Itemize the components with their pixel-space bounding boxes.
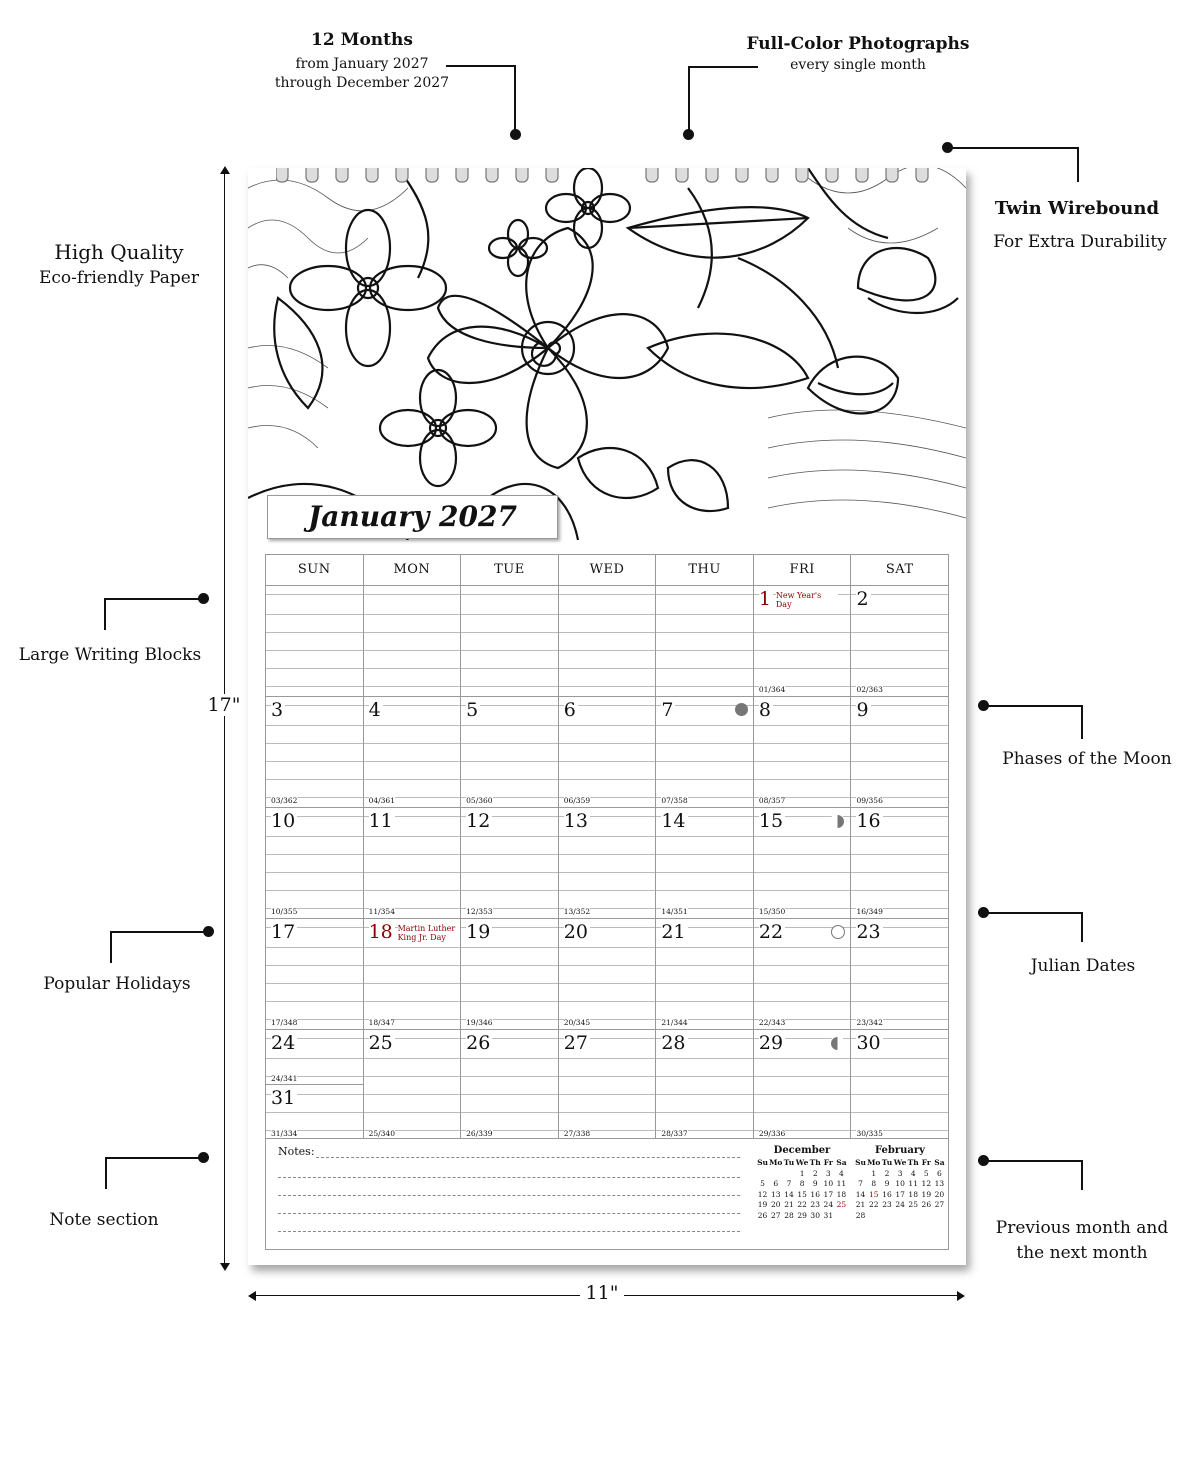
- mini-day: 26: [757, 1210, 768, 1220]
- mini-day: 26: [921, 1200, 932, 1209]
- month-title: January 2027: [308, 500, 517, 533]
- day-cell[interactable]: [461, 919, 559, 1029]
- julian-date: 08/357: [758, 796, 786, 805]
- day-cell[interactable]: [754, 697, 852, 807]
- mini-day: 27: [934, 1200, 945, 1209]
- mini-day: 29: [797, 1210, 807, 1220]
- empty-day-cell: [559, 586, 657, 696]
- mini-day: 22: [868, 1200, 879, 1209]
- holiday-label: Martin Luther King Jr. Day: [398, 924, 460, 942]
- day-cell[interactable]: [266, 1030, 364, 1140]
- mini-weekday-header: Tu: [783, 1158, 795, 1167]
- julian-date: 05/360: [466, 796, 493, 805]
- mini-day: 16: [882, 1189, 892, 1199]
- day-cell[interactable]: [851, 919, 948, 1029]
- day-number: 2: [856, 588, 869, 610]
- day-cell[interactable]: [461, 808, 559, 918]
- julian-date: 10/355: [271, 907, 298, 916]
- julian-date: 06/359: [563, 796, 591, 805]
- mini-day: 20: [770, 1200, 781, 1209]
- day-number: 23: [856, 921, 881, 943]
- empty-day-cell: [364, 586, 462, 696]
- day-number: 14: [661, 810, 686, 832]
- day-cell[interactable]: [656, 808, 754, 918]
- month-title-banner: [267, 495, 558, 539]
- day-number: 15: [758, 810, 784, 832]
- mini-day: 27: [770, 1210, 781, 1220]
- mini-day: [933, 1211, 946, 1222]
- mini-day: 7: [786, 1179, 792, 1188]
- day-cell[interactable]: [851, 1030, 948, 1140]
- mini-day: 12: [921, 1179, 932, 1188]
- day-cell[interactable]: [364, 697, 462, 807]
- mini-day: 21: [855, 1200, 866, 1209]
- julian-callout-title: Julian Dates: [1030, 956, 1136, 976]
- mini-day: 10: [895, 1179, 905, 1188]
- week-row: [266, 808, 948, 919]
- next-month-name: February: [874, 1145, 925, 1156]
- mini-day: 19: [921, 1189, 932, 1199]
- julian-date: 16/349: [856, 907, 883, 916]
- day-number: 22: [758, 921, 784, 943]
- day-cell[interactable]: [754, 919, 852, 1029]
- day-cell[interactable]: [461, 697, 559, 807]
- julian-date: 19/346: [466, 1018, 493, 1027]
- mini-day: 10: [823, 1179, 834, 1188]
- day-cell[interactable]: [851, 808, 948, 918]
- julian-date: 01/364: [758, 685, 786, 694]
- day-cell[interactable]: [754, 1030, 852, 1140]
- mini-day: 2: [884, 1168, 890, 1178]
- day-number: 27: [563, 1032, 588, 1054]
- prevnext-callout-line1: Previous month and: [995, 1218, 1169, 1238]
- mini-weekday-header: Su: [855, 1158, 866, 1167]
- floral-coloring-artwork: [248, 168, 966, 540]
- mini-weekday-header: Th: [809, 1158, 821, 1167]
- mini-weekday-header: Sa: [836, 1158, 847, 1167]
- mini-day: 17: [823, 1189, 834, 1199]
- paper-callout-title: High Quality: [54, 240, 184, 264]
- julian-date: 03/362: [271, 796, 298, 805]
- mini-weekday-header: Fr: [921, 1158, 931, 1167]
- day-cell[interactable]: [364, 919, 462, 1029]
- day-cell[interactable]: [364, 808, 462, 918]
- mini-day: 24: [895, 1200, 905, 1209]
- mini-day: 22: [797, 1200, 807, 1209]
- week-row: [266, 586, 948, 697]
- mini-weekday-header: We: [795, 1158, 809, 1167]
- paper-callout-line1: Eco-friendly Paper: [39, 268, 199, 288]
- mini-day: [782, 1169, 795, 1180]
- mini-day: 18: [908, 1189, 918, 1199]
- prev-month-name: December: [773, 1145, 831, 1156]
- mini-day: 5: [760, 1179, 765, 1188]
- mini-day: 6: [773, 1179, 779, 1188]
- mini-day: 8: [799, 1179, 805, 1188]
- day-cell[interactable]: [266, 697, 364, 807]
- mini-day: 12: [757, 1189, 768, 1199]
- day-cell[interactable]: [851, 697, 948, 807]
- julian-date: 22/343: [758, 1018, 786, 1027]
- mini-day: 1: [871, 1168, 877, 1178]
- week-row: [266, 697, 948, 808]
- julian-date: 30/335: [856, 1129, 883, 1138]
- mini-day: [920, 1211, 933, 1222]
- mini-weekday-header: Su: [757, 1158, 768, 1167]
- day-cell[interactable]: [461, 1030, 559, 1140]
- weekday-header: WED: [559, 555, 657, 585]
- moon-phase-first-quarter-icon: [830, 814, 845, 829]
- mini-weekday-header: Tu: [881, 1158, 893, 1167]
- day-number: 18: [368, 921, 393, 943]
- day-number: 25: [368, 1032, 393, 1054]
- julian-date: 25/340: [368, 1129, 395, 1138]
- julian-date: 13/352: [563, 907, 591, 916]
- height-dimension-line: [224, 168, 225, 1268]
- day-number: 21: [661, 921, 686, 943]
- months-callout-line2: through December 2027: [274, 75, 450, 91]
- day-number: 5: [466, 699, 479, 721]
- prevnext-callout-line2: the next month: [1016, 1243, 1148, 1263]
- mini-weekday-header: Sa: [934, 1158, 945, 1167]
- julian-date: 07/358: [661, 796, 688, 805]
- mini-day: 4: [839, 1168, 844, 1178]
- julian-date: 20/345: [563, 1018, 591, 1027]
- mini-day: 15: [868, 1189, 879, 1199]
- notes-label: Notes:: [278, 1145, 315, 1158]
- day-cell[interactable]: [754, 808, 852, 918]
- day-number: 29: [758, 1032, 784, 1054]
- julian-date: 15/350: [758, 907, 786, 916]
- calendar-page: [248, 168, 966, 1265]
- day-number: 31: [271, 1087, 296, 1109]
- mini-day: 8: [871, 1179, 877, 1188]
- photos-callout-line1: every single month: [790, 57, 926, 73]
- weekday-header: SUN: [266, 555, 364, 585]
- mini-day: 11: [836, 1179, 847, 1188]
- mini-weekday-header: Th: [907, 1158, 919, 1167]
- day-number: 1: [758, 588, 771, 610]
- wirebound-callout-line1: For Extra Durability: [993, 232, 1167, 252]
- day-cell[interactable]: [559, 1030, 657, 1140]
- day-cell[interactable]: [656, 919, 754, 1029]
- height-dimension-label: 17": [202, 694, 246, 716]
- wirebound-callout-title: Twin Wirebound: [994, 198, 1160, 219]
- day-cell[interactable]: [754, 586, 852, 696]
- prev-month-mini-calendar: [756, 1145, 848, 1221]
- julian-date: 28/337: [661, 1129, 688, 1138]
- weekday-header: FRI: [754, 555, 852, 585]
- day-number: 9: [856, 699, 869, 721]
- mini-weekday-header: Mo: [769, 1158, 783, 1167]
- mini-day: [769, 1169, 782, 1180]
- day-number: 10: [271, 810, 296, 832]
- mini-day: 30: [810, 1210, 820, 1220]
- mini-day: [880, 1211, 893, 1222]
- julian-date: 04/361: [368, 796, 395, 805]
- holiday-label: New Year's Day: [776, 591, 838, 609]
- day-number: 6: [563, 699, 576, 721]
- mini-day: [867, 1211, 880, 1222]
- mini-day: 24: [823, 1200, 834, 1209]
- mini-day: 17: [895, 1189, 905, 1199]
- day-number: 4: [368, 699, 381, 721]
- empty-day-cell: [266, 586, 364, 696]
- mini-day: 3: [825, 1168, 831, 1178]
- mini-day: 23: [882, 1200, 892, 1209]
- notes-section: [265, 1138, 949, 1250]
- day-number: 26: [466, 1032, 491, 1054]
- moon-callout-title: Phases of the Moon: [1002, 749, 1172, 769]
- day-number: 11: [368, 810, 393, 832]
- day-number: 28: [661, 1032, 686, 1054]
- julian-date: 29/336: [758, 1129, 786, 1138]
- width-dimension-label: 11": [580, 1282, 624, 1304]
- twin-wire-binding: [276, 168, 936, 186]
- months-callout-title: 12 Months: [311, 30, 413, 50]
- weekday-header-row: [266, 555, 948, 586]
- empty-day-cell: [656, 586, 754, 696]
- mini-day: 7: [858, 1179, 863, 1188]
- weekday-header: THU: [656, 555, 754, 585]
- writing-callout-title: Large Writing Blocks: [18, 645, 202, 665]
- mini-day: 4: [910, 1168, 916, 1178]
- day-number: 20: [563, 921, 588, 943]
- mini-day: 19: [757, 1200, 768, 1209]
- mini-day: 18: [836, 1189, 847, 1199]
- julian-date: 14/351: [661, 907, 688, 916]
- mini-day: 31: [823, 1210, 834, 1220]
- mini-day: 13: [770, 1189, 781, 1199]
- months-callout-line1: from January 2027: [295, 56, 429, 72]
- mini-weekday-header: Fr: [823, 1158, 833, 1167]
- day-number: 16: [856, 810, 881, 832]
- mini-day: 3: [897, 1168, 903, 1178]
- day-cell[interactable]: [656, 697, 754, 807]
- mini-day: 23: [810, 1200, 820, 1209]
- empty-day-cell: [461, 586, 559, 696]
- day-number: 13: [563, 810, 588, 832]
- mini-day: 11: [908, 1179, 918, 1188]
- day-number: 17: [271, 921, 296, 943]
- day-cell[interactable]: [266, 919, 364, 1029]
- mini-day: 13: [934, 1179, 945, 1188]
- julian-date: 31/334: [271, 1129, 298, 1138]
- week-row: [266, 919, 948, 1030]
- day-number: 7: [661, 699, 674, 721]
- mini-day: 21: [784, 1200, 794, 1209]
- mini-day: 20: [934, 1189, 945, 1199]
- day-number: 3: [271, 699, 284, 721]
- week-row: [266, 1030, 948, 1141]
- mini-day: 1: [799, 1168, 805, 1178]
- mini-day: 25: [836, 1200, 847, 1209]
- julian-date: 11/354: [368, 907, 395, 916]
- day-cell[interactable]: [364, 1030, 462, 1140]
- mini-day: [756, 1169, 769, 1180]
- julian-date: 21/344: [661, 1018, 688, 1027]
- mini-day: [835, 1211, 848, 1222]
- weekday-header: TUE: [461, 555, 559, 585]
- mini-day: 9: [884, 1179, 890, 1188]
- mini-day: 28: [855, 1210, 866, 1220]
- moon-phase-new-icon: [735, 703, 748, 716]
- mini-weekday-header: We: [893, 1158, 907, 1167]
- day-number: 24: [271, 1032, 296, 1054]
- day-number: 12: [466, 810, 491, 832]
- mini-day: 2: [812, 1168, 818, 1178]
- moon-phase-full-icon: [831, 925, 845, 939]
- day-number: 30: [856, 1032, 881, 1054]
- weekday-header: MON: [364, 555, 462, 585]
- mini-day: 14: [784, 1189, 794, 1199]
- month-grid: [265, 554, 949, 1142]
- day-number: 8: [758, 699, 771, 721]
- day-cell[interactable]: [559, 808, 657, 918]
- mini-day: 14: [855, 1189, 866, 1199]
- julian-date: 27/338: [563, 1129, 591, 1138]
- day-cell[interactable]: [656, 1030, 754, 1140]
- day-cell[interactable]: [559, 919, 657, 1029]
- mini-day: 28: [784, 1210, 794, 1220]
- mini-day: 25: [908, 1200, 918, 1209]
- mini-day: 9: [812, 1179, 818, 1188]
- mini-weekday-header: Mo: [867, 1158, 881, 1167]
- mini-day: [854, 1169, 867, 1180]
- day-cell[interactable]: [559, 697, 657, 807]
- mini-day: 15: [797, 1189, 807, 1199]
- day-cell[interactable]: [266, 808, 364, 918]
- julian-date: 17/348: [271, 1018, 298, 1027]
- holidays-callout-title: Popular Holidays: [43, 974, 191, 994]
- julian-date: 09/356: [856, 796, 883, 805]
- weekday-header: SAT: [885, 562, 914, 577]
- day-cell[interactable]: [851, 586, 948, 696]
- mini-day: 5: [923, 1168, 929, 1178]
- julian-date: 26/339: [466, 1129, 493, 1138]
- notes-callout-title: Note section: [49, 1210, 159, 1230]
- julian-date: 24/341: [271, 1074, 298, 1083]
- day-number: 19: [466, 921, 491, 943]
- mini-day: [907, 1211, 920, 1222]
- mini-day: [894, 1211, 907, 1222]
- next-month-mini-calendar: [854, 1145, 946, 1221]
- julian-date: 18/347: [368, 1018, 395, 1027]
- julian-date: 12/353: [466, 907, 493, 916]
- mini-day: 6: [937, 1168, 942, 1178]
- moon-phase-last-quarter-icon: [830, 1036, 845, 1051]
- julian-date: 23/342: [856, 1018, 883, 1027]
- julian-date: 02/363: [856, 685, 883, 694]
- mini-day: 16: [810, 1189, 820, 1199]
- photos-callout-title: Full-Color Photographs: [746, 34, 970, 54]
